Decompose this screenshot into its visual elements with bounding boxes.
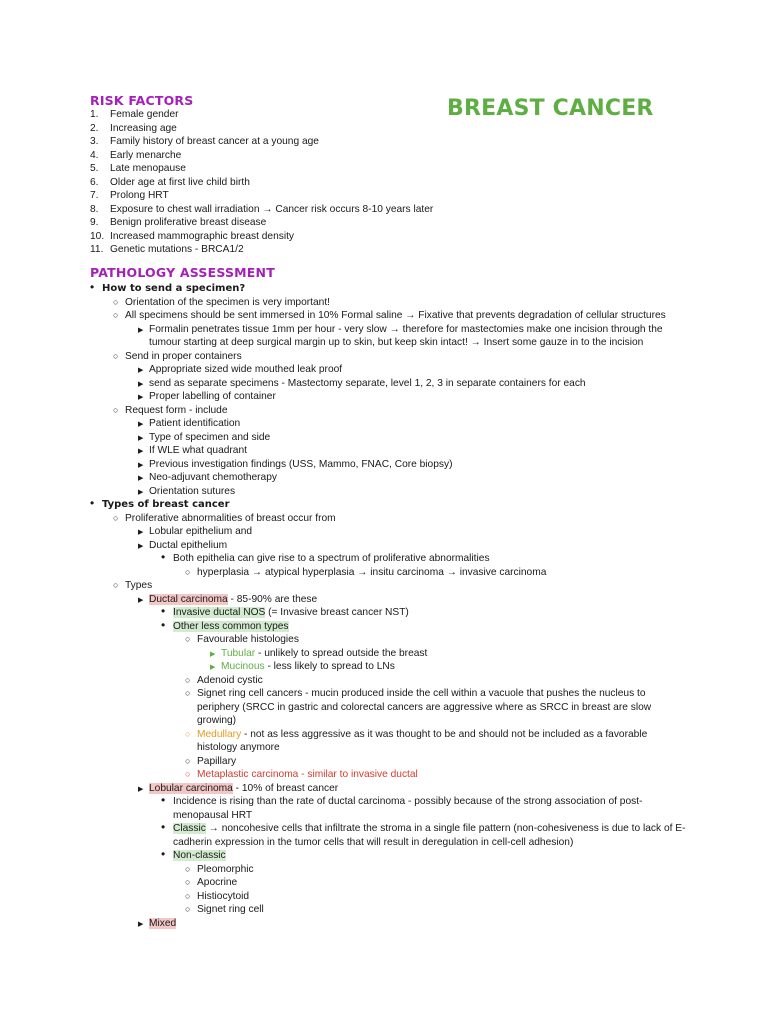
container-item: Appropriate sized wide mouthed leak proof <box>149 364 343 375</box>
list-item <box>88 795 688 822</box>
risk-factors-heading: RISK FACTORS <box>90 93 194 108</box>
list-item <box>88 660 688 674</box>
bullet-icon: • <box>161 820 166 834</box>
risk-factor-item <box>90 230 433 244</box>
risk-factor-text: Early menarche <box>110 149 182 161</box>
triangle-bullet-icon: ▶ <box>138 529 144 536</box>
bullet-icon: • <box>161 793 166 807</box>
lobular-carcinoma-rest: - 10% of breast cancer <box>232 782 339 794</box>
triangle-bullet-icon: ▶ <box>138 785 144 793</box>
list-item <box>88 903 688 917</box>
triangle-bullet-icon: ▶ <box>138 421 144 428</box>
list-item <box>88 566 688 580</box>
container-item: send as separate specimens - Mastectomy separate, level 1, 2, 3 in separate containers for each <box>149 377 586 389</box>
list-item <box>88 768 688 782</box>
triangle-bullet-icon: ▶ <box>210 650 216 658</box>
ductal-epithelium-text: Ductal epithelium <box>149 539 228 551</box>
signet-ring-text: Signet ring cell cancers - mucin produced inside the cell within a vacuole that pushes the nucleus to periphery (SRCC in gastric and colorectal cancers are aggressive where as SRCC in breast are slow growing) <box>197 688 652 726</box>
request-item: Patient identification <box>149 418 241 429</box>
bullet-icon: • <box>90 280 95 294</box>
request-item: Type of specimen and side <box>149 431 271 443</box>
mucinous-rest: - less likely to spread to LNs <box>264 661 395 672</box>
classic-rest: → noncohesive cells that infiltrate the stroma in a single file pattern (non-cohesiveness is due to lack of E-cadherin expression in the tumor cells that will result in deregulation in cell-cell adhesion) <box>173 823 686 848</box>
triangle-bullet-icon: ▶ <box>138 326 144 334</box>
list-item <box>88 296 688 310</box>
risk-factor-item <box>90 243 433 257</box>
types-label: Types <box>125 580 153 591</box>
risk-factor-number: 7. <box>90 190 99 201</box>
circle-bullet-icon: ○ <box>113 580 119 590</box>
risk-factors-list <box>90 108 433 257</box>
document-title: BREAST CANCER <box>447 96 654 121</box>
list-item <box>88 782 688 796</box>
metaplastic-text: Metaplastic carcinoma - similar to invasive ductal <box>197 769 418 780</box>
risk-factor-text: Increasing age <box>110 122 177 134</box>
list-item <box>88 674 688 688</box>
non-classic-item: Apocrine <box>197 877 238 888</box>
bullet-icon: • <box>161 604 166 618</box>
mucinous-label: Mucinous <box>221 661 265 672</box>
risk-factor-item <box>90 122 433 136</box>
list-item <box>88 417 688 431</box>
circle-bullet-icon: ○ <box>113 404 119 415</box>
spectrum-text: hyperplasia → atypical hyperplasia → insitu carcinoma → invasive carcinoma <box>197 566 547 578</box>
risk-factor-item <box>90 203 433 217</box>
incidence-text: Incidence is rising than the rate of ductal carcinoma - possibly because of the strong association of post-menopausal HRT <box>173 796 643 821</box>
risk-factor-number: 1. <box>90 109 99 120</box>
triangle-bullet-icon: ▶ <box>138 542 144 550</box>
types-item <box>88 498 688 512</box>
mixed-label: Mixed <box>149 917 177 929</box>
circle-bullet-icon: ○ <box>113 512 119 523</box>
list-item <box>88 822 688 849</box>
risk-factor-number: 8. <box>90 203 99 215</box>
how-to-send-item <box>88 282 688 296</box>
risk-factor-item <box>90 108 433 122</box>
list-item <box>88 579 688 593</box>
risk-factor-text: Exposure to chest wall irradiation → Cancer risk occurs 8-10 years later <box>110 203 434 215</box>
circle-bullet-icon: ○ <box>185 877 191 887</box>
triangle-bullet-icon: ▶ <box>138 488 144 496</box>
request-form-text: Request form - include <box>125 404 228 416</box>
ductal-carcinoma-label: Ductal carcinoma <box>149 593 228 605</box>
formalin-text: Formalin penetrates tissue 1mm per hour - very slow → therefore for mastectomies make one incision through the tumour starting at deep surgical margin up to skin, but keep skin intact! → Insert some gauze in to the incision <box>149 323 663 348</box>
triangle-bullet-icon: ▶ <box>138 434 144 442</box>
risk-factor-text: Benign proliferative breast disease <box>110 217 267 228</box>
list-item <box>88 309 688 323</box>
non-classic-item: Pleomorphic <box>197 863 254 875</box>
list-item <box>88 323 688 350</box>
pathology-outline <box>88 282 688 930</box>
circle-bullet-icon: ○ <box>185 634 191 644</box>
risk-factor-item <box>90 176 433 190</box>
list-item <box>88 363 688 377</box>
invasive-ductal-nos-rest: (= Invasive breast cancer NST) <box>265 607 409 618</box>
invasive-ductal-nos-label: Invasive ductal NOS <box>173 607 266 618</box>
triangle-bullet-icon: ▶ <box>138 448 144 455</box>
formal-saline-text: All specimens should be sent immersed in 10% Formal saline → Fixative that prevents degradation of cellular structures <box>125 310 666 321</box>
risk-factor-number: 9. <box>90 217 99 228</box>
triangle-bullet-icon: ▶ <box>138 475 144 482</box>
list-item <box>88 471 688 485</box>
proliferative-text: Proliferative abnormalities of breast occur from <box>125 512 336 524</box>
request-item: If WLE what quadrant <box>149 445 247 456</box>
list-item <box>88 539 688 553</box>
risk-factor-item <box>90 135 433 149</box>
lobular-carcinoma-label: Lobular carcinoma <box>149 782 233 794</box>
triangle-bullet-icon: ▶ <box>138 461 144 469</box>
risk-factor-item <box>90 216 433 230</box>
non-classic-label: Non-classic <box>173 850 226 861</box>
bullet-icon: • <box>161 550 166 564</box>
circle-bullet-icon: ○ <box>185 863 191 874</box>
list-item <box>88 458 688 472</box>
medullary-rest: - not as less aggressive as it was thought to be and should not be included as a favorable histology anymore <box>197 728 648 753</box>
risk-factor-text: Genetic mutations - BRCA1/2 <box>110 244 244 255</box>
list-item <box>88 890 688 904</box>
risk-factor-item <box>90 149 433 163</box>
circle-bullet-icon: ○ <box>185 769 191 779</box>
risk-factor-number: 11. <box>90 244 104 255</box>
circle-bullet-icon: ○ <box>185 890 191 901</box>
circle-bullet-icon: ○ <box>113 296 119 307</box>
how-to-send-heading: How to send a specimen? <box>102 283 246 294</box>
adenoid-text: Adenoid cystic <box>197 674 263 686</box>
circle-bullet-icon: ○ <box>185 728 191 739</box>
list-item <box>88 485 688 499</box>
list-item <box>88 917 688 931</box>
risk-factor-number: 4. <box>90 149 99 161</box>
circle-bullet-icon: ○ <box>113 310 119 320</box>
bullet-icon: • <box>161 847 166 861</box>
list-item <box>88 390 688 404</box>
list-item <box>88 849 688 863</box>
orientation-text: Orientation of the specimen is very important! <box>125 296 330 308</box>
triangle-bullet-icon: ▶ <box>138 596 144 604</box>
risk-factor-text: Prolong HRT <box>110 190 169 201</box>
list-item <box>88 593 688 607</box>
list-item <box>88 876 688 890</box>
request-item: Previous investigation findings (USS, Mammo, FNAC, Core biopsy) <box>149 458 453 470</box>
list-item <box>88 617 688 634</box>
containers-text: Send in proper containers <box>125 350 242 362</box>
risk-factor-item <box>90 162 433 176</box>
circle-bullet-icon: ○ <box>113 350 119 361</box>
list-item <box>88 728 688 755</box>
papillary-text: Papillary <box>197 755 237 767</box>
list-item <box>88 863 688 877</box>
risk-factor-text: Older age at first live child birth <box>110 176 250 188</box>
bullet-icon: • <box>90 496 95 510</box>
list-item <box>88 687 688 728</box>
risk-factor-number: 10. <box>90 230 105 242</box>
list-item <box>88 431 688 445</box>
list-item <box>88 647 688 661</box>
request-item: Orientation sutures <box>149 485 236 497</box>
request-item: Neo-adjuvant chemotherapy <box>149 472 277 483</box>
circle-bullet-icon: ○ <box>185 688 191 698</box>
bullet-icon: • <box>161 617 166 632</box>
circle-bullet-icon: ○ <box>185 755 191 766</box>
risk-factor-text: Family history of breast cancer at a young age <box>110 136 319 147</box>
list-item <box>88 633 688 647</box>
risk-factor-number: 2. <box>90 122 99 134</box>
tubular-rest: - unlikely to spread outside the breast <box>255 647 428 659</box>
triangle-bullet-icon: ▶ <box>138 920 144 928</box>
ductal-carcinoma-rest: - 85-90% are these <box>227 593 318 605</box>
risk-factor-item <box>90 189 433 203</box>
list-item <box>88 512 688 526</box>
triangle-bullet-icon: ▶ <box>210 664 216 671</box>
list-item <box>88 552 688 566</box>
pathology-heading: PATHOLOGY ASSESSMENT <box>90 265 275 280</box>
medullary-label: Medullary <box>197 728 242 740</box>
list-item <box>88 525 688 539</box>
favourable-text: Favourable histologies <box>197 634 299 645</box>
lobular-epithelium-text: Lobular epithelium and <box>149 526 253 537</box>
risk-factor-text: Female gender <box>110 109 179 120</box>
list-item <box>88 377 688 391</box>
classic-label: Classic <box>173 823 206 834</box>
list-item <box>88 606 688 620</box>
types-heading: Types of breast cancer <box>102 499 230 510</box>
circle-bullet-icon: ○ <box>185 566 191 577</box>
container-item: Proper labelling of container <box>149 391 276 402</box>
triangle-bullet-icon: ▶ <box>138 394 144 401</box>
non-classic-item: Signet ring cell <box>197 904 264 915</box>
circle-bullet-icon: ○ <box>185 904 191 914</box>
both-epithelia-text: Both epithelia can give rise to a spectrum of proliferative abnormalities <box>173 553 490 564</box>
risk-factor-number: 6. <box>90 176 99 188</box>
list-item <box>88 755 688 769</box>
other-types-label: Other less common types <box>173 620 289 632</box>
list-item <box>88 350 688 364</box>
non-classic-item: Histiocytoid <box>197 890 250 902</box>
triangle-bullet-icon: ▶ <box>138 380 144 388</box>
risk-factor-text: Late menopause <box>110 163 186 174</box>
risk-factor-number: 5. <box>90 163 99 174</box>
risk-factor-text: Increased mammographic breast density <box>110 230 295 242</box>
tubular-label: Tubular <box>221 647 256 659</box>
triangle-bullet-icon: ▶ <box>138 367 144 374</box>
list-item <box>88 444 688 458</box>
risk-factor-number: 3. <box>90 136 99 147</box>
circle-bullet-icon: ○ <box>185 674 191 685</box>
list-item <box>88 404 688 418</box>
